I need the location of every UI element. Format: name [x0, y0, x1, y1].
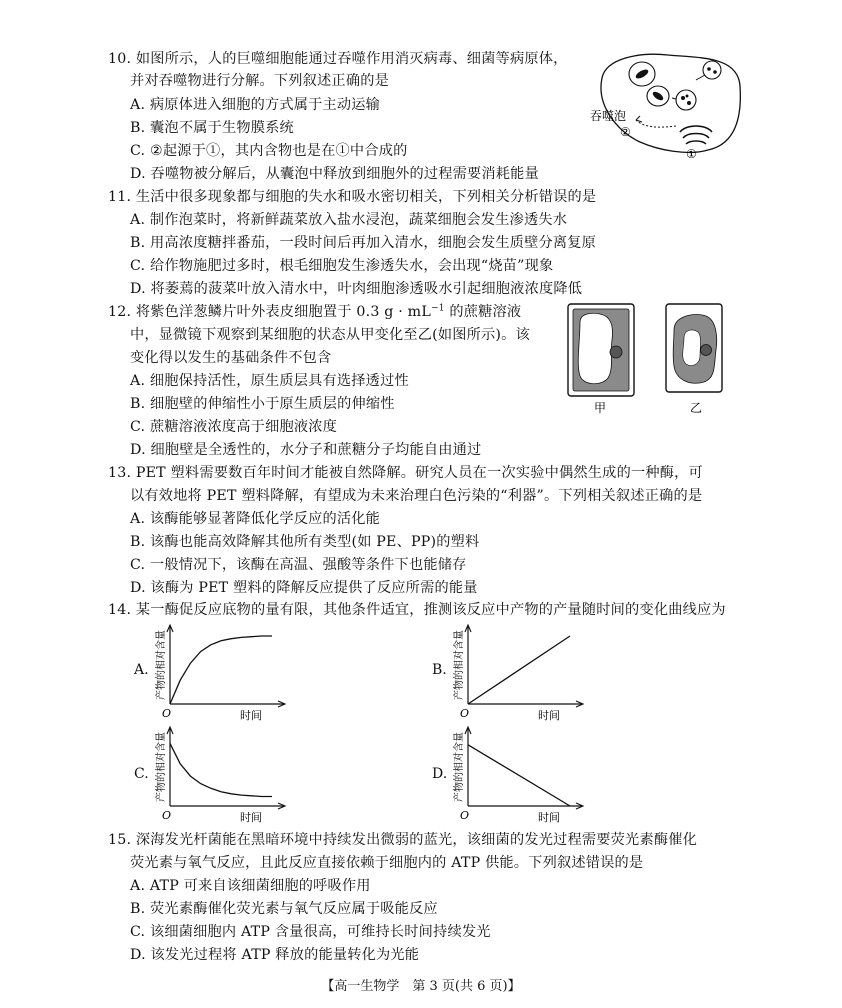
label-2: ② — [620, 125, 631, 139]
q13-option-d: D. 该酶为 PET 塑料的降解反应提供了反应所需的能量 — [130, 580, 478, 596]
chart-b — [448, 622, 588, 724]
q12-stem-line3: 变化得以发生的基础条件不包含 — [130, 350, 332, 366]
curve-line — [170, 743, 272, 796]
q13-stem-line1: 13. PET 塑料需要数百年时间才能被自然降解。研究人员在一次实验中偶然生成的一种酶，可 — [108, 465, 703, 481]
y-axis-label: 产物的相对含量 — [454, 630, 465, 700]
chart-a — [150, 622, 290, 724]
label-jia: 甲 — [594, 401, 607, 415]
q13-stem-line2: 以有效地将 PET 塑料降解，有望成为未来治理白色污染的“利器”。下列相关叙述正确的是 — [130, 488, 703, 504]
q15-option-d: D. 该发光过程将 ATP 释放的能量转化为光能 — [130, 947, 420, 963]
macrophage-figure — [588, 46, 746, 160]
cell-jia — [568, 304, 634, 396]
q13-option-a: A. 该酶能够显著降低化学反应的活化能 — [130, 511, 381, 527]
curve-line — [468, 745, 570, 806]
x-axis-label: 时间 — [240, 709, 262, 722]
q12-stem-line2: 中，显微镜下观察到某细胞的状态从甲变化至乙(如图所示)。该 — [130, 327, 530, 343]
q11-option-a: A. 制作泡菜时，将新鲜蔬菜放入盐水浸泡，蔬菜细胞会发生渗透失水 — [130, 212, 568, 228]
cell-plasmolysis-figure — [566, 302, 738, 430]
q12-stem-line1-pre: 12. 将紫色洋葱鳞片叶外表皮细胞置于 0.3 g · mL — [108, 304, 431, 320]
label-yi: 乙 — [690, 401, 703, 415]
curve-line — [170, 636, 272, 704]
origin-label: O — [460, 809, 470, 822]
cell-yi — [666, 304, 722, 392]
chart-c-option: C. — [134, 766, 149, 782]
chart-b-option: B. — [432, 662, 447, 678]
y-axis-label: 产物的相对含量 — [454, 732, 465, 802]
q11-stem: 11. 生活中很多现象都与细胞的失水和吸水密切相关，下列相关分析错误的是 — [108, 189, 597, 205]
q14-stem: 14. 某一酶促反应底物的量有限，其他条件适宜，推测该反应中产物的产量随时间的变化曲线应为 — [108, 602, 726, 618]
x-axis-label: 时间 — [240, 811, 262, 824]
q10-stem-line2: 并对吞噬物进行分解。下列叙述正确的是 — [130, 73, 389, 89]
q12-stem-line1 — [108, 301, 521, 323]
y-axis-label: 产物的相对含量 — [156, 630, 167, 700]
vesicle-label: 吞噬泡 — [590, 109, 627, 123]
q15-option-c: C. 该细菌细胞内 ATP 含量很高，可维持长时间持续发光 — [130, 924, 491, 940]
q12-stem-line1-post: 的蔗糖溶液 — [444, 304, 522, 320]
q12-stem-line1-sup: −1 — [430, 303, 445, 314]
q10-option-a: A. 病原体进入细胞的方式属于主动运输 — [130, 97, 381, 113]
origin-label: O — [162, 707, 172, 720]
q13-option-b: B. 该酶也能高效降解其他所有类型(如 PE、PP)的塑料 — [130, 534, 480, 550]
x-axis-label: 时间 — [538, 709, 560, 722]
q12-option-a: A. 细胞保持活性，原生质层具有选择透过性 — [130, 373, 409, 389]
chart-c — [150, 724, 290, 826]
q12-option-b: B. 细胞壁的伸缩性小于原生质层的伸缩性 — [130, 396, 395, 412]
q10-option-c: C. ②起源于①，其内含物也是在①中合成的 — [130, 143, 408, 159]
chart-d — [448, 724, 588, 826]
q10-option-b: B. 囊泡不属于生物膜系统 — [130, 120, 294, 136]
q15-stem-line1: 15. 深海发光杆菌能在黑暗环境中持续发出微弱的蓝光，该细菌的发光过程需要荧光素酶催化 — [108, 832, 697, 848]
q12-option-d: D. 细胞壁是全透性的，水分子和蔗糖分子均能自由通过 — [130, 442, 482, 458]
q10-stem-line1: 10. 如图所示，人的巨噬细胞能通过吞噬作用消灭病毒、细菌等病原体， — [108, 51, 568, 67]
origin-label: O — [460, 707, 470, 720]
chart-d-option: D. — [432, 766, 448, 782]
q10-option-d: D. 吞噬物被分解后，从囊泡中释放到细胞外的过程需要消耗能量 — [130, 166, 539, 182]
q15-option-a: A. ATP 可来自该细菌细胞的呼吸作用 — [130, 878, 371, 894]
q11-option-c: C. 给作物施肥过多时，根毛细胞发生渗透失水，会出现“烧苗”现象 — [130, 258, 554, 274]
q11-option-b: B. 用高浓度糖拌番茄，一段时间后再加入清水，细胞会发生质壁分离复原 — [130, 235, 597, 251]
chart-a-option: A. — [134, 662, 149, 678]
label-1: ① — [686, 147, 697, 160]
page-footer: 【高一生物学 第 3 页(共 6 页)】 — [321, 979, 521, 994]
q12-option-c: C. 蔗糖溶液浓度高于细胞液浓度 — [130, 419, 338, 435]
q13-option-c: C. 一般情况下，该酶在高温、强酸等条件下也能储存 — [130, 557, 467, 573]
q15-stem-line2: 荧光素与氧气反应，且此反应直接依赖于细胞内的 ATP 供能。下列叙述错误的是 — [130, 855, 644, 871]
y-axis-label: 产物的相对含量 — [156, 732, 167, 802]
q15-option-b: B. 荧光素酶催化荧光素与氧气反应属于吸能反应 — [130, 901, 438, 917]
q11-option-d: D. 将萎蔫的菠菜叶放入清水中，叶肉细胞渗透吸水引起细胞液浓度降低 — [130, 281, 583, 297]
curve-line — [468, 636, 570, 704]
x-axis-label: 时间 — [538, 811, 560, 824]
origin-label: O — [162, 809, 172, 822]
